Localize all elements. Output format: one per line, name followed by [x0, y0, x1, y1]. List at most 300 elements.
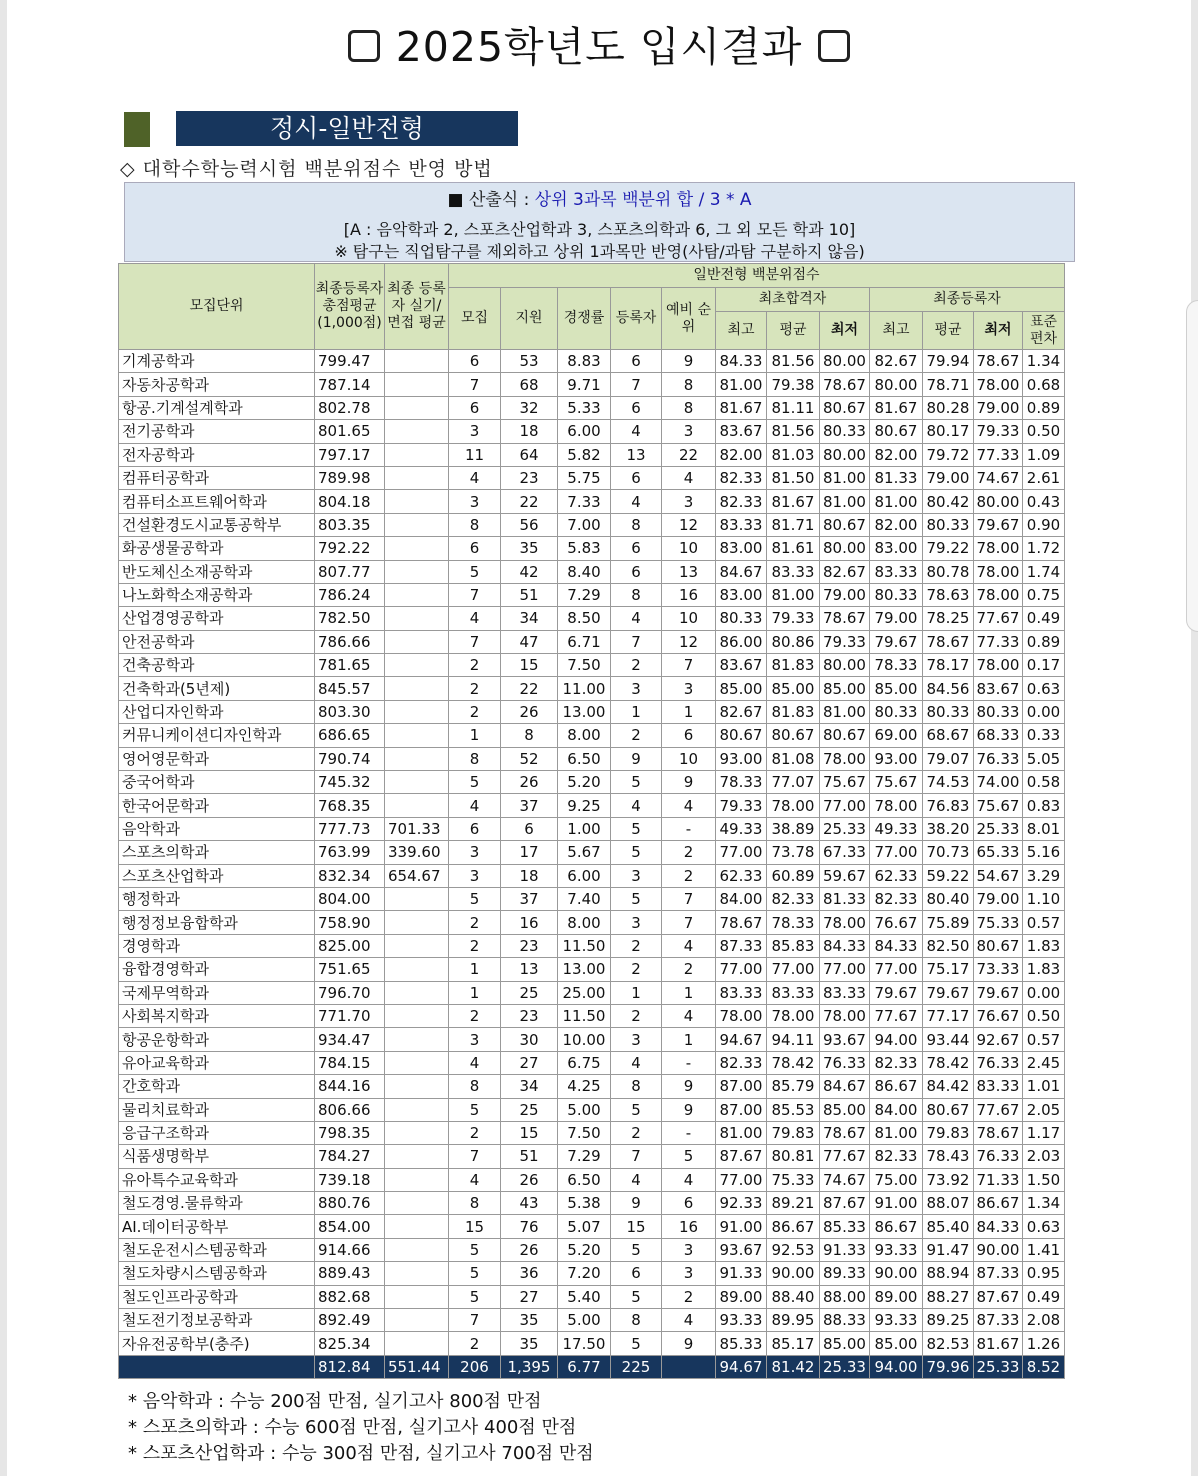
table-cell: 93.44	[923, 1028, 974, 1051]
table-cell: 80.33	[923, 513, 974, 536]
table-row	[119, 1285, 1065, 1308]
table-cell: 26	[501, 1168, 558, 1191]
table-cell: 832.34	[315, 864, 385, 887]
table-cell: 10	[662, 747, 716, 770]
table-cell: 82.00	[870, 443, 923, 466]
table-cell: 12	[662, 630, 716, 653]
table-cell: 1	[662, 981, 716, 1004]
table-cell: 2	[449, 1332, 501, 1355]
unit-name-cell: 산업디자인학과	[119, 700, 315, 723]
table-cell: 6.00	[558, 420, 611, 443]
table-cell: 82.33	[870, 1145, 923, 1168]
notes	[128, 1389, 594, 1467]
table-cell: 3	[449, 864, 501, 887]
table-cell: 4	[449, 1051, 501, 1074]
table-cell: 79.33	[820, 630, 870, 653]
unit-name-cell: 물리치료학과	[119, 1098, 315, 1121]
header-final-avg: 평균	[923, 312, 974, 350]
table-cell: 81.61	[767, 537, 820, 560]
table-cell	[385, 794, 449, 817]
unit-name-cell: 나노화학소재공학과	[119, 583, 315, 606]
section-label: 정시-일반전형	[176, 111, 518, 146]
table-cell: 78.00	[974, 560, 1023, 583]
table-cell: 1	[611, 700, 662, 723]
table-row	[119, 1332, 1065, 1355]
table-cell: 4	[611, 1168, 662, 1191]
table-cell: 4	[611, 420, 662, 443]
table-cell: 23	[501, 1004, 558, 1027]
table-cell: 79.33	[974, 420, 1023, 443]
table-cell: 77.67	[820, 1145, 870, 1168]
table-cell: 6.77	[558, 1355, 611, 1378]
table-cell: 5	[611, 1098, 662, 1121]
table-cell: 83.33	[767, 981, 820, 1004]
table-cell: 5.20	[558, 1238, 611, 1261]
table-cell: 792.22	[315, 537, 385, 560]
table-row	[119, 654, 1065, 677]
table-cell: 803.35	[315, 513, 385, 536]
table-cell: 70.73	[923, 841, 974, 864]
total-row	[119, 1355, 1065, 1378]
table-cell: 80.00	[820, 350, 870, 373]
table-cell: 56	[501, 513, 558, 536]
table-cell: 85.00	[870, 677, 923, 700]
table-cell	[385, 747, 449, 770]
table-cell: 85.17	[767, 1332, 820, 1355]
table-cell: 880.76	[315, 1192, 385, 1215]
unit-name-cell: 컴퓨터공학과	[119, 466, 315, 489]
table-cell: 80.78	[923, 560, 974, 583]
table-cell: 2	[449, 911, 501, 934]
unit-name-cell: AI.데이터공학부	[119, 1215, 315, 1238]
table-cell: 77.00	[716, 841, 767, 864]
table-cell: 80.67	[716, 724, 767, 747]
table-cell: 5	[611, 771, 662, 794]
table-cell: 7.50	[558, 654, 611, 677]
table-cell: 79.00	[820, 583, 870, 606]
table-cell: 15	[611, 1215, 662, 1238]
table-cell: 79.83	[923, 1121, 974, 1144]
table-cell: 78.33	[716, 771, 767, 794]
table-cell: 782.50	[315, 607, 385, 630]
table-cell: 5	[449, 1238, 501, 1261]
table-cell: 87.67	[974, 1285, 1023, 1308]
table-cell: 94.00	[870, 1355, 923, 1378]
table-cell: 5	[611, 1285, 662, 1308]
table-cell	[385, 1332, 449, 1355]
table-cell: 84.33	[716, 350, 767, 373]
table-cell: 91.47	[923, 1238, 974, 1261]
table-cell: 23	[501, 466, 558, 489]
table-cell: 81.42	[767, 1355, 820, 1378]
table-cell: 74.67	[820, 1168, 870, 1191]
table-cell: 12	[662, 513, 716, 536]
table-cell: 0.89	[1023, 396, 1065, 419]
table-cell: 0.63	[1023, 677, 1065, 700]
table-cell: 80.81	[767, 1145, 820, 1168]
table-cell: 81.11	[767, 396, 820, 419]
results-table	[118, 263, 1065, 1379]
table-cell: 89.00	[716, 1285, 767, 1308]
table-cell: 0.00	[1023, 700, 1065, 723]
table-cell: 75.67	[870, 771, 923, 794]
header-unit: 모집단위	[119, 264, 315, 350]
table-cell: 85.00	[820, 1332, 870, 1355]
table-cell: 80.00	[820, 654, 870, 677]
header-recruit: 모집	[449, 288, 501, 350]
table-cell: 5.33	[558, 396, 611, 419]
table-cell: 84.00	[870, 1098, 923, 1121]
table-cell: 6	[449, 817, 501, 840]
table-cell: 26	[501, 771, 558, 794]
table-cell: 8	[611, 1309, 662, 1332]
table-cell: 2.61	[1023, 466, 1065, 489]
table-cell: 87.67	[820, 1192, 870, 1215]
table-row	[119, 1028, 1065, 1051]
table-cell: 91.00	[716, 1215, 767, 1238]
table-cell: 78.00	[974, 373, 1023, 396]
table-cell: 25.33	[820, 1355, 870, 1378]
table-row	[119, 887, 1065, 910]
unit-name-cell: 스포츠산업학과	[119, 864, 315, 887]
table-cell	[385, 887, 449, 910]
table-cell: 87.33	[974, 1309, 1023, 1332]
table-cell: 80.67	[870, 420, 923, 443]
table-cell: 1	[611, 981, 662, 1004]
header-final-min: 최저	[974, 312, 1023, 350]
table-cell: 882.68	[315, 1285, 385, 1308]
table-cell	[662, 1355, 716, 1378]
table-cell: 80.17	[923, 420, 974, 443]
table-cell: 43	[501, 1192, 558, 1215]
table-cell: 812.84	[315, 1355, 385, 1378]
table-cell: 77.67	[870, 1004, 923, 1027]
table-cell: 0.90	[1023, 513, 1065, 536]
table-cell: 1.34	[1023, 350, 1065, 373]
table-cell: 0.75	[1023, 583, 1065, 606]
table-cell: 78.67	[820, 607, 870, 630]
table-cell: 81.00	[870, 490, 923, 513]
table-cell: 85.00	[820, 1098, 870, 1121]
table-cell: 3	[449, 490, 501, 513]
table-cell: 15	[449, 1215, 501, 1238]
table-cell: 25.33	[974, 817, 1023, 840]
table-cell: 0.49	[1023, 607, 1065, 630]
table-cell: 8	[501, 724, 558, 747]
table-cell: 6	[611, 560, 662, 583]
table-cell	[385, 1051, 449, 1074]
table-cell: 9	[662, 1075, 716, 1098]
table-cell: 84.33	[870, 934, 923, 957]
table-cell: 0.00	[1023, 981, 1065, 1004]
table-cell: 81.00	[716, 373, 767, 396]
table-cell: 4	[449, 466, 501, 489]
table-cell: 806.66	[315, 1098, 385, 1121]
table-cell: 26	[501, 1238, 558, 1261]
table-cell: 15	[501, 654, 558, 677]
table-cell: 6	[611, 396, 662, 419]
right-frame	[1191, 0, 1198, 1476]
table-cell: 51	[501, 1145, 558, 1168]
table-cell: 4	[611, 490, 662, 513]
formula-expr: 상위 3과목 백분위 합 / 3 * A	[534, 190, 752, 210]
unit-name-cell: 철도전기정보공학과	[119, 1309, 315, 1332]
table-cell: 6	[501, 817, 558, 840]
table-cell: 69.00	[870, 724, 923, 747]
table-cell: 78.67	[974, 1121, 1023, 1144]
table-cell	[385, 1121, 449, 1144]
table-cell: 84.42	[923, 1075, 974, 1098]
table-cell: 4	[449, 1168, 501, 1191]
table-cell	[385, 466, 449, 489]
table-cell: 80.33	[820, 420, 870, 443]
table-cell: 7.29	[558, 583, 611, 606]
table-cell: 1.74	[1023, 560, 1065, 583]
table-cell	[385, 724, 449, 747]
table-cell: 38.89	[767, 817, 820, 840]
table-cell: 81.83	[767, 700, 820, 723]
table-cell: 1.41	[1023, 1238, 1065, 1261]
table-cell: 7.50	[558, 1121, 611, 1144]
table-cell: 854.00	[315, 1215, 385, 1238]
table-cell: 35	[501, 537, 558, 560]
table-cell: 78.00	[767, 794, 820, 817]
table-cell: 0.58	[1023, 771, 1065, 794]
table-cell: 10.00	[558, 1028, 611, 1051]
table-cell: 89.21	[767, 1192, 820, 1215]
table-cell: 80.67	[974, 934, 1023, 957]
table-cell	[385, 981, 449, 1004]
table-cell: 10	[662, 607, 716, 630]
table-cell: 78.71	[923, 373, 974, 396]
table-cell: 79.33	[716, 794, 767, 817]
section-marker	[124, 112, 150, 147]
table-cell: 81.71	[767, 513, 820, 536]
table-cell: 83.33	[870, 560, 923, 583]
table-cell: 25.33	[820, 817, 870, 840]
table-cell: 76.33	[974, 1051, 1023, 1074]
unit-name-cell: 자유전공학부(충주)	[119, 1332, 315, 1355]
table-cell: 27	[501, 1051, 558, 1074]
table-cell: 5	[611, 1238, 662, 1261]
unit-name-cell: 안전공학과	[119, 630, 315, 653]
header-first-avg: 평균	[767, 312, 820, 350]
results-body	[119, 350, 1065, 1379]
table-cell: 78.67	[716, 911, 767, 934]
table-cell: 87.33	[974, 1262, 1023, 1285]
table-cell: 1	[449, 981, 501, 1004]
table-cell	[385, 396, 449, 419]
table-cell: 5.00	[558, 1098, 611, 1121]
table-cell: 80.86	[767, 630, 820, 653]
table-cell: 3.29	[1023, 864, 1065, 887]
table-cell: 25	[501, 981, 558, 1004]
table-cell: 6	[449, 537, 501, 560]
table-row	[119, 700, 1065, 723]
table-cell: 79.00	[923, 466, 974, 489]
table-cell: 2.03	[1023, 1145, 1065, 1168]
table-cell: 85.33	[716, 1332, 767, 1355]
header-final-reg: 최종등록자	[870, 288, 1065, 312]
table-cell: 82.00	[716, 443, 767, 466]
table-cell: 80.28	[923, 396, 974, 419]
table-cell: 777.73	[315, 817, 385, 840]
header-apply: 지원	[501, 288, 558, 350]
table-cell: 78.67	[820, 1121, 870, 1144]
table-cell: 22	[501, 490, 558, 513]
table-cell: 85.83	[767, 934, 820, 957]
table-cell: 78.25	[923, 607, 974, 630]
table-cell: 54.67	[974, 864, 1023, 887]
table-cell: 68.33	[974, 724, 1023, 747]
table-cell: 83.00	[716, 583, 767, 606]
table-cell: 80.67	[923, 1098, 974, 1121]
table-cell: 3	[662, 1238, 716, 1261]
table-cell: 59.22	[923, 864, 974, 887]
table-cell: 6.00	[558, 864, 611, 887]
table-cell: 6	[662, 724, 716, 747]
table-cell: 4	[449, 607, 501, 630]
table-cell: 93.33	[716, 1309, 767, 1332]
table-cell: 80.33	[716, 607, 767, 630]
table-cell: 90.00	[974, 1238, 1023, 1261]
table-cell: 0.83	[1023, 794, 1065, 817]
table-cell: 2	[449, 1121, 501, 1144]
unit-name-cell: 자동차공학과	[119, 373, 315, 396]
table-cell: 1.83	[1023, 958, 1065, 981]
table-cell: 92.67	[974, 1028, 1023, 1051]
table-cell: 77.00	[870, 841, 923, 864]
table-cell: 339.60	[385, 841, 449, 864]
table-cell: 84.33	[820, 934, 870, 957]
table-cell: 1.26	[1023, 1332, 1065, 1355]
table-cell: 0.95	[1023, 1262, 1065, 1285]
table-cell: 9	[662, 771, 716, 794]
table-cell: 79.22	[923, 537, 974, 560]
table-cell: 87.00	[716, 1098, 767, 1121]
table-row	[119, 1238, 1065, 1261]
table-cell: 52	[501, 747, 558, 770]
table-row	[119, 443, 1065, 466]
table-cell: 83.00	[870, 537, 923, 560]
table-cell: 1.00	[558, 817, 611, 840]
table-row	[119, 607, 1065, 630]
table-cell: 75.17	[923, 958, 974, 981]
table-cell: 75.33	[974, 911, 1023, 934]
scroll-handle[interactable]	[1186, 300, 1198, 632]
table-cell: 71.33	[974, 1168, 1023, 1191]
table-cell: 0.63	[1023, 1215, 1065, 1238]
table-cell: 78.67	[923, 630, 974, 653]
table-row	[119, 1215, 1065, 1238]
table-cell: 5.40	[558, 1285, 611, 1308]
table-cell: 844.16	[315, 1075, 385, 1098]
table-cell: 77.00	[716, 1168, 767, 1191]
table-cell: 77.33	[974, 443, 1023, 466]
table-cell: 81.00	[767, 583, 820, 606]
table-cell: 62.33	[716, 864, 767, 887]
table-cell	[385, 1309, 449, 1332]
table-cell: 83.33	[716, 513, 767, 536]
table-cell: 5	[662, 1145, 716, 1168]
table-cell: 13.00	[558, 700, 611, 723]
table-cell: 92.53	[767, 1238, 820, 1261]
note-sports-medicine: * 스포츠의학과 : 수능 600점 만점, 실기고사 400점 만점	[128, 1417, 577, 1438]
table-cell: 0.68	[1023, 373, 1065, 396]
table-cell: 1.50	[1023, 1168, 1065, 1191]
table-cell: 79.07	[923, 747, 974, 770]
table-cell: 82.50	[923, 934, 974, 957]
table-cell: 7	[611, 1145, 662, 1168]
table-cell: 6.71	[558, 630, 611, 653]
table-cell: 8.00	[558, 724, 611, 747]
table-cell: 1.09	[1023, 443, 1065, 466]
table-cell: 78.00	[820, 747, 870, 770]
table-cell: 1.10	[1023, 887, 1065, 910]
table-cell	[385, 350, 449, 373]
table-cell: 6.75	[558, 1051, 611, 1074]
unit-name-cell: 중국어학과	[119, 771, 315, 794]
table-cell: 16	[501, 911, 558, 934]
table-cell	[385, 513, 449, 536]
table-cell: 3	[449, 841, 501, 864]
unit-name-cell: 융합경영학과	[119, 958, 315, 981]
table-cell: 85.00	[716, 677, 767, 700]
table-row	[119, 677, 1065, 700]
table-cell: 62.33	[870, 864, 923, 887]
table-row	[119, 771, 1065, 794]
table-cell: 2	[611, 934, 662, 957]
table-cell: 6	[662, 1192, 716, 1215]
table-row	[119, 560, 1065, 583]
unit-name-cell: 항공.기계설계학과	[119, 396, 315, 419]
table-cell: 81.50	[767, 466, 820, 489]
table-cell: 80.67	[820, 724, 870, 747]
unit-name-cell: 커뮤니케이션디자인학과	[119, 724, 315, 747]
table-cell: 80.33	[923, 700, 974, 723]
table-cell: 5	[611, 1332, 662, 1355]
table-cell: 83.33	[767, 560, 820, 583]
table-cell: 88.07	[923, 1192, 974, 1215]
left-frame	[0, 0, 7, 1476]
table-cell: 79.72	[923, 443, 974, 466]
unit-name-cell: 식품생명학부	[119, 1145, 315, 1168]
unit-name-cell: 유아교육학과	[119, 1051, 315, 1074]
table-row	[119, 724, 1065, 747]
formula-note-inquiry: ※ 탐구는 직업탐구를 제외하고 상위 1과목만 반영(사탐/과탐 구분하지 않음)	[334, 242, 865, 261]
table-cell: 81.67	[716, 396, 767, 419]
table-cell: 74.67	[974, 466, 1023, 489]
table-cell	[385, 958, 449, 981]
table-cell: 49.33	[870, 817, 923, 840]
table-row	[119, 630, 1065, 653]
table-cell: 1	[662, 1028, 716, 1051]
table-cell: 7.40	[558, 887, 611, 910]
unit-name-cell: 행정정보융합학과	[119, 911, 315, 934]
table-cell: 81.00	[820, 466, 870, 489]
table-cell: 73.92	[923, 1168, 974, 1191]
table-cell: 74.53	[923, 771, 974, 794]
table-cell: 206	[449, 1355, 501, 1378]
table-cell: 15	[501, 1121, 558, 1144]
table-cell	[385, 1192, 449, 1215]
table-cell: 3	[662, 677, 716, 700]
unit-name-cell: 스포츠의학과	[119, 841, 315, 864]
unit-name-cell	[119, 1355, 315, 1378]
table-cell: 7	[611, 373, 662, 396]
table-cell: 5	[449, 1098, 501, 1121]
table-cell: 83.33	[820, 981, 870, 1004]
